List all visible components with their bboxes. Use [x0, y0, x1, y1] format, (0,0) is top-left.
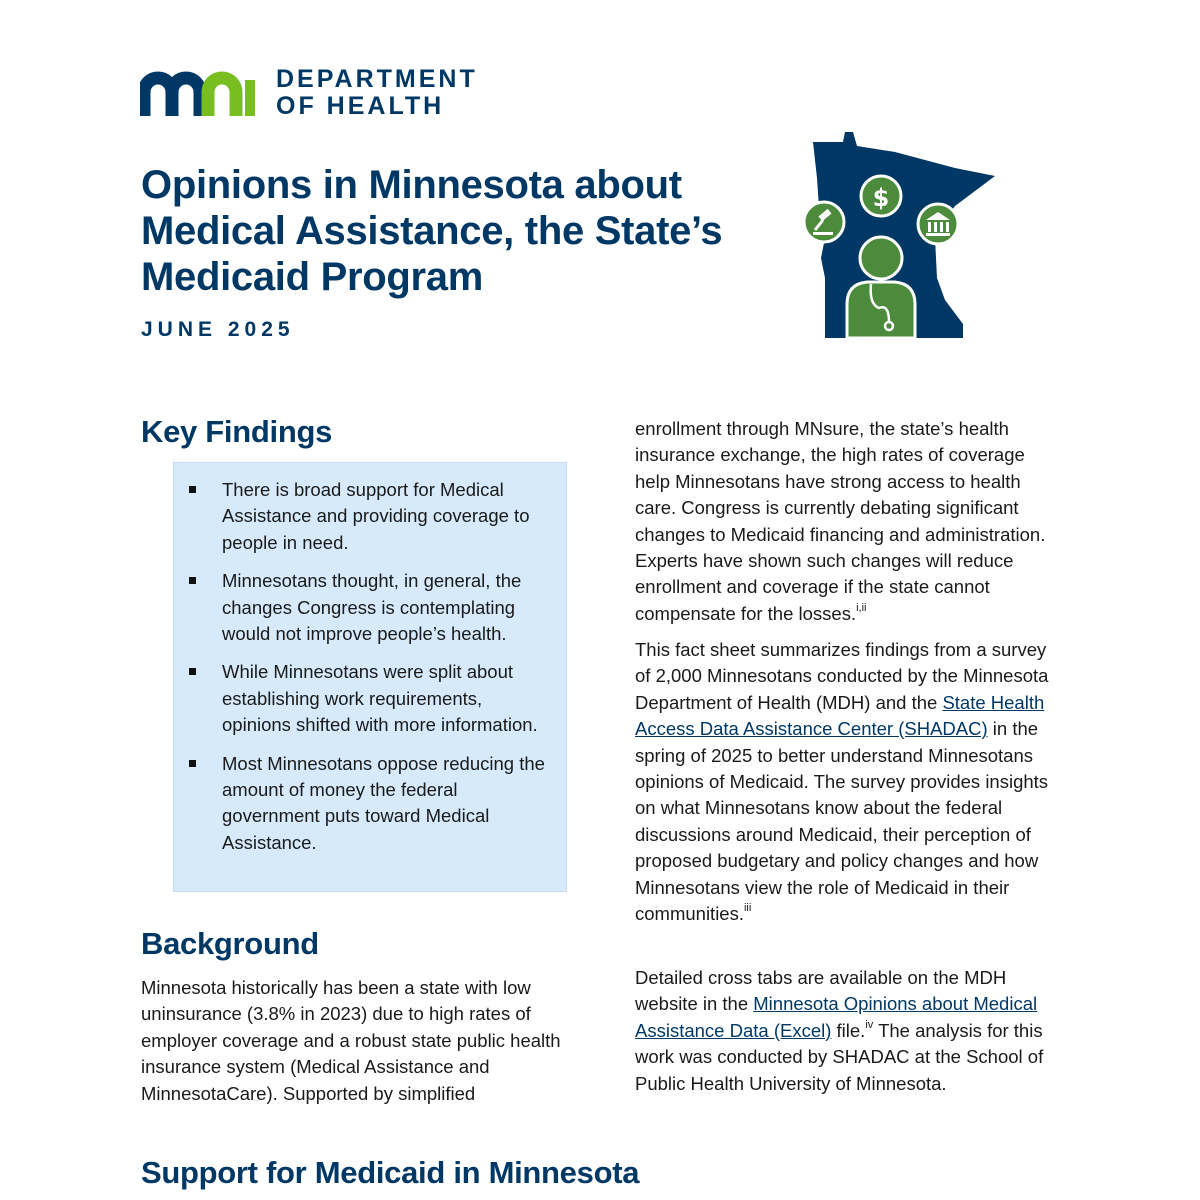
finding-text: Minnesotans thought, in general, the changes Congress is contemplating would not improve people’s health. — [222, 570, 522, 645]
bullet-icon — [189, 577, 196, 584]
crosstabs-text-mid: file. — [831, 1019, 866, 1041]
list-item — [174, 477, 556, 556]
survey-paragraph — [635, 637, 1060, 927]
page-title: Opinions in Minnesota about Medical Assistance, the State’s Medicaid Program — [141, 163, 723, 299]
logo-line-1: DEPARTMENT — [276, 65, 478, 93]
bullet-icon — [189, 486, 196, 493]
finding-text: Most Minnesotans oppose reducing the amount of money the federal government puts toward Medical Assistance. — [222, 752, 545, 853]
support-heading: Support for Medicaid in Minnesota — [141, 1155, 640, 1190]
key-findings-heading: Key Findings — [141, 414, 333, 449]
mdh-logo-icon — [140, 70, 260, 118]
finding-text: There is broad support for Medical Assistance and providing coverage to people in need. — [222, 479, 530, 553]
survey-text-pre: This fact sheet summarizes findings from a survey of 2,000 Minnesotans conducted by the Minnesota Department of Health (MDH) and the — [635, 639, 1049, 713]
endnote-ref: iv — [865, 1018, 874, 1031]
logo-wordmark — [276, 66, 478, 120]
crosstabs-paragraph — [635, 965, 1060, 1097]
continuation-paragraph — [635, 416, 1060, 627]
bullet-icon — [189, 668, 196, 675]
survey-text-post: in the spring of 2025 to better understand Minnesotans opinions of Medicaid. The survey provides insights on what Minnesotans know about the federal discussions around Medicaid, their perception of proposed budgetary and policy changes and how Minnesotans view the role of Medicaid in their communities. — [635, 718, 1049, 925]
shadac-link[interactable]: State Health Access Data Assistance Center (SHADAC) — [635, 691, 1045, 740]
svg-text:$: $ — [872, 184, 890, 212]
finding-text: While Minnesotans were split about establishing work requirements, opinions shifted with more information. — [222, 661, 538, 736]
list-item — [174, 751, 556, 857]
excel-data-link[interactable]: Minnesota Opinions about Medical Assistance Data (Excel) — [635, 993, 1038, 1041]
continuation-text: enrollment through MNsure, the state’s health insurance exchange, the high rates of coverage help Minnesotans have strong access to health care. Congress is currently debating significant changes to Medicaid financing and administration. Experts have shown such changes will reduce enrollment and coverage if the state cannot compensate for the losses. — [635, 418, 1046, 624]
crosstabs-text-pre: Detailed cross tabs are available on the MDH website in the — [635, 967, 1007, 1015]
background-paragraph: Minnesota historically has been a state with low uninsurance (3.8% in 2023) due to high rates of employer coverage and a robust state public health insurance system (Medical Assistance and MinnesotaCare). Supported by simplified — [141, 977, 561, 1104]
key-findings-list — [174, 463, 566, 856]
logo-line-2: OF HEALTH — [276, 92, 445, 120]
key-findings-box — [173, 462, 567, 892]
background-heading: Background — [141, 926, 319, 961]
endnote-ref: i,ii — [856, 601, 867, 614]
list-item — [174, 568, 556, 647]
list-item — [174, 659, 556, 738]
bank-icon — [918, 204, 958, 244]
dollar-icon — [861, 176, 901, 216]
bullet-icon — [189, 760, 196, 767]
gavel-icon — [804, 202, 844, 242]
crosstabs-text-post: The analysis for this work was conducted by SHADAC at the School of Public Health University of Minnesota. — [635, 1019, 1044, 1094]
endnote-ref: iii — [743, 901, 752, 914]
minnesota-map-icon — [795, 128, 1005, 343]
publication-date: JUNE 2025 — [141, 318, 295, 341]
